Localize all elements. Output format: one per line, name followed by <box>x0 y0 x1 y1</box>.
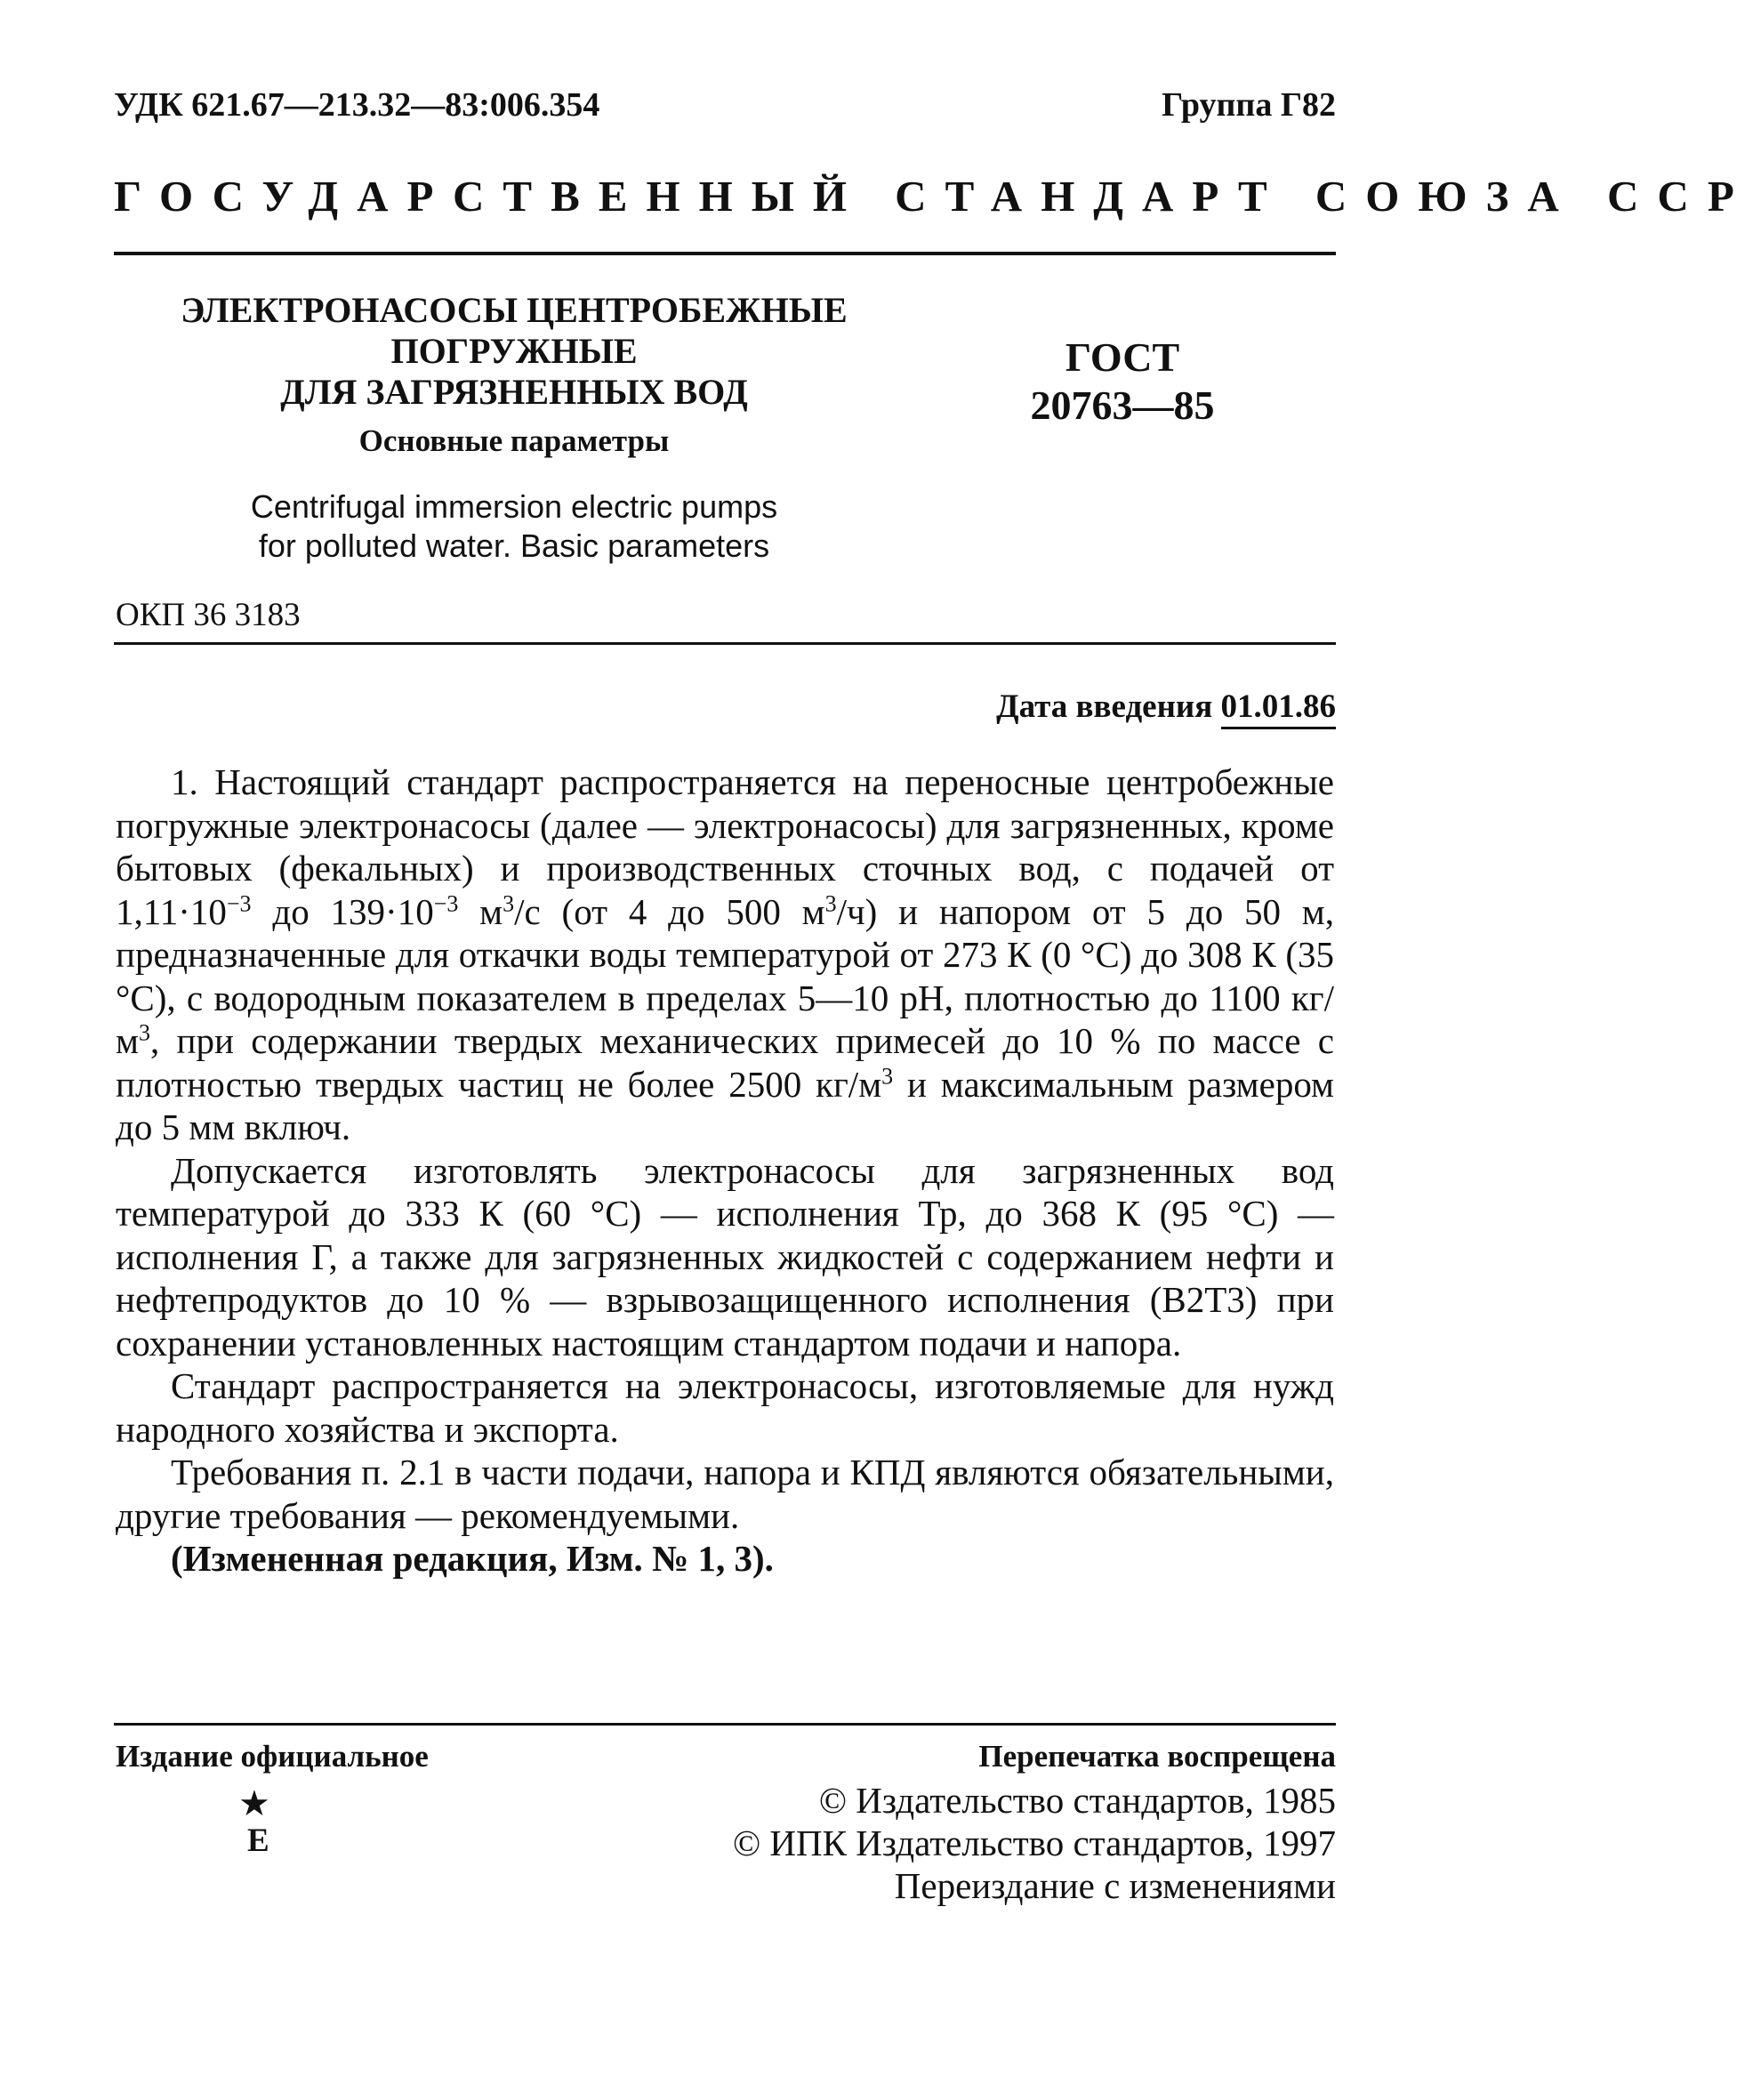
reprint-notice: Перепечатка воспрещена <box>978 1739 1336 1774</box>
group-code: Группа Г82 <box>1162 86 1336 124</box>
edition-letter: Е <box>247 1822 269 1859</box>
copyright-1997: © ИПК Издательство стандартов, 1997 <box>732 1822 1336 1863</box>
document-body <box>116 760 1334 1581</box>
star-icon: ★ <box>238 1783 270 1823</box>
okp-rule <box>114 642 1336 645</box>
date-label: Дата введения <box>996 688 1213 725</box>
english-title-line-2: for polluted water. Basic parameters <box>258 527 770 564</box>
title-line-2: ПОГРУЖНЫЕ <box>390 331 638 371</box>
date-value: 01.01.86 <box>1221 688 1337 729</box>
gost-number: 20763—85 <box>1030 382 1215 428</box>
title-line-3: ДЛЯ ЗАГРЯЗНЕННЫХ ВОД <box>280 372 748 412</box>
english-title-line-1: Centrifugal immersion electric pumps <box>250 488 778 525</box>
okp-code: ОКП 36 3183 <box>116 597 301 633</box>
english-title <box>149 487 879 566</box>
paragraph-3: Стандарт распространяется на электронасосы, изготовляемые для нужд народного хозяйства и экспорта. <box>116 1365 1334 1450</box>
gost-block <box>1020 334 1225 430</box>
official-edition: Издание официальное <box>116 1739 429 1774</box>
udk-code: УДК 621.67—213.32—83:006.354 <box>114 86 600 124</box>
header-rule <box>114 252 1336 255</box>
copyright-1985: © Издательство стандартов, 1985 <box>818 1780 1336 1821</box>
paragraph-1: 1. Настоящий стандарт распространяется на переносные центробежные погружные электронасосы (далее — электронасосы) для загрязненных, кроме бытовых (фекальных) и производственных сточных вод, с подачей от $1,11\cdot 10^{-3}$ до $139\cdot 10^{-3}$ $м^3/с$ (от 4 до 500 $м^3/ч$) и напором от 5 до 50 м, предназначенные для откачки воды температурой от 273 К (0 °С) до 308 К (35 °С), с водородным показателем в пределах 5—10 pH, плотностью до 1100 $кг/м^3$, при содержании твердых механических примесей до 10 % по массе с плотностью твердых частиц не более 2500 $кг/м^3$ и максимальным размером до 5 мм включ. <box>116 761 1335 1147</box>
introduction-date <box>996 688 1336 726</box>
document-title <box>149 290 879 413</box>
footer-rule <box>114 1723 1336 1726</box>
organization-title: ГОСУДАРСТВЕННЫЙ СТАНДАРТ СОЮЗА ССР <box>114 172 1753 221</box>
document-subtitle: Основные параметры <box>358 423 670 458</box>
amendment-note: (Измененная редакция, Изм. № 1, 3). <box>171 1538 774 1579</box>
reissue-note: Переиздание с изменениями <box>894 1865 1336 1906</box>
paragraph-2: Допускается изготовлять электронасосы для загрязненных вод температурой до 333 К (60 °С) — исполнения Тр, до 368 К (95 °С) — исполнения Г, а также для загрязненных жидкостей с содержанием нефти и нефтепродуктов до 10 % — взрывозащищенного исполнения (В2Т3) при сохранении установленных настоящим стандартом подачи и напора. <box>116 1149 1334 1364</box>
paragraph-4: Требования п. 2.1 в части подачи, напора и КПД являются обязательными, другие требования — рекомендуемыми. <box>116 1452 1334 1536</box>
title-line-1: ЭЛЕКТРОНАСОСЫ ЦЕНТРОБЕЖНЫЕ <box>181 290 848 330</box>
gost-label: ГОСТ <box>1065 334 1180 380</box>
